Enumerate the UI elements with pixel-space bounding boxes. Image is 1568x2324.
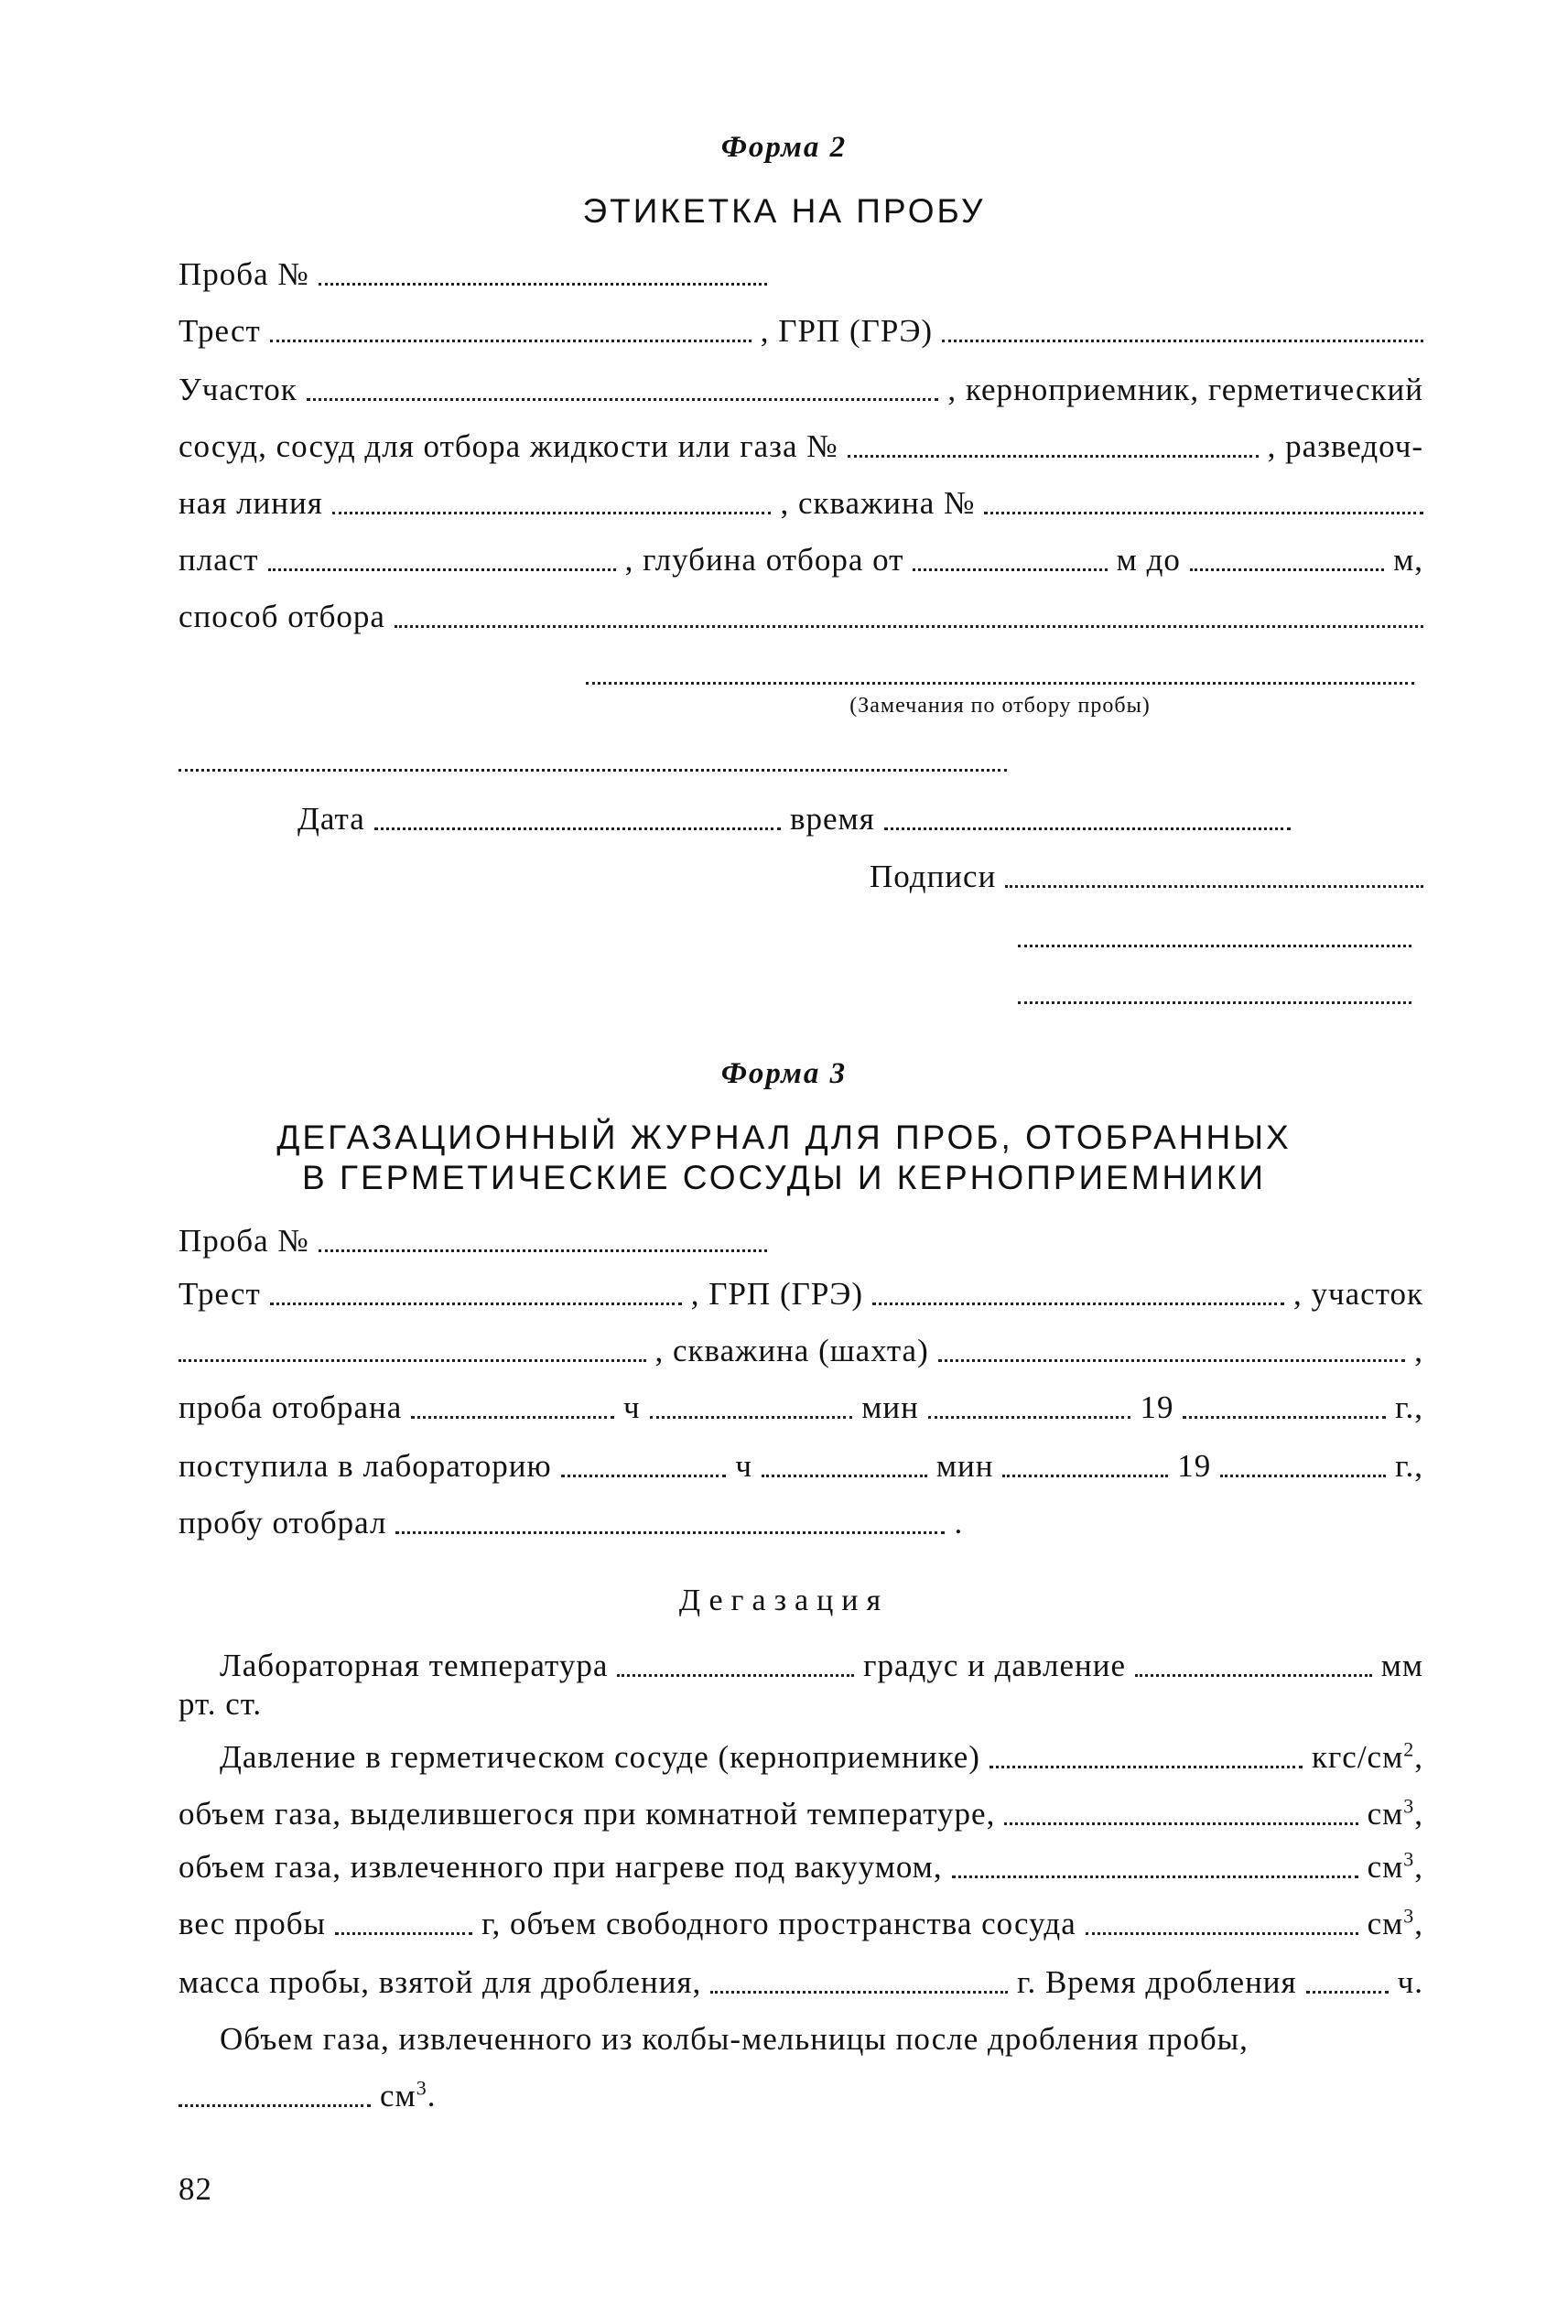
form2-label: Форма 2 <box>720 131 848 164</box>
free-space-label: г, объем свободного пространства сосуда <box>481 1906 1076 1941</box>
cm3-unit: $см^3$, <box>1367 1794 1423 1832</box>
core-receiver-label: , керноприемник, герметический <box>947 372 1423 407</box>
sample-weight-label: вес пробы <box>178 1906 327 1941</box>
crushing-row <box>178 1964 1423 2001</box>
year-g-label: г., <box>1395 1448 1423 1484</box>
grp-label: , ГРП (ГРЭ) <box>760 313 934 349</box>
vessel-label: сосуд, сосуд для отбора жидкости или газа № <box>178 428 838 464</box>
form3-received-row <box>178 1448 1423 1485</box>
well-shaft-field[interactable] <box>938 1358 1406 1362</box>
cm3-unit: $см^3$, <box>1367 1904 1423 1941</box>
vessel-pressure-field[interactable] <box>989 1765 1303 1768</box>
gas-mill-label: Объем газа, извлеченного из колбы-мельницы после дробления пробы, <box>220 2021 1249 2057</box>
sample-weight-row <box>178 1906 1423 1942</box>
gas-vacuum-row <box>178 1849 1423 1886</box>
cm3-unit: $см^3$, <box>1367 1847 1423 1885</box>
received-lab-label: поступила в лабораторию <box>178 1448 552 1484</box>
sample-no-label: Проба № <box>178 256 309 292</box>
extra-remarks-field[interactable] <box>178 769 1007 772</box>
lab-temp-label: Лабораторная температура <box>220 1648 609 1683</box>
received-hour-field[interactable] <box>561 1474 727 1477</box>
form2-trust-row <box>178 313 1423 350</box>
hour-label: ч <box>622 1389 641 1425</box>
form2-sample-no-row <box>178 256 1423 293</box>
remarks-field[interactable] <box>586 682 1414 685</box>
sample-no-label: Проба № <box>178 1223 309 1259</box>
form2-layer-row <box>178 542 1423 578</box>
vessel-no-field[interactable] <box>848 454 1259 458</box>
received-day-field[interactable] <box>1002 1474 1168 1477</box>
time-crushing-field[interactable] <box>1306 1990 1389 1994</box>
hg-label: рт. ст. <box>178 1686 263 1722</box>
date-field[interactable] <box>374 827 781 830</box>
received-min-field[interactable] <box>762 1474 927 1477</box>
taken-by-end: . <box>954 1505 964 1540</box>
time-field[interactable] <box>884 827 1291 830</box>
form3-well-row <box>178 1333 1423 1369</box>
kgs-unit: кгс/$см^2$, <box>1311 1737 1423 1775</box>
time-crushing-label: г. Время дробления <box>1017 1964 1297 2000</box>
vessel-pressure-row <box>220 1739 1423 1776</box>
h-end-label: ч. <box>1397 1964 1423 2000</box>
gas-mill-field[interactable] <box>178 2103 371 2107</box>
gas-room-temp-label: объем газа, выделившегося при комнатной температуре, <box>178 1796 996 1832</box>
taken-hour-field[interactable] <box>411 1415 614 1419</box>
form3-trust-row <box>178 1276 1423 1313</box>
remarks-caption: (Замечания по отбору пробы) <box>849 694 1151 718</box>
m-end-label: м, <box>1393 542 1423 578</box>
grp-field[interactable] <box>872 1302 1284 1305</box>
layer-field[interactable] <box>268 567 616 571</box>
year19-label: 19 <box>1177 1448 1212 1484</box>
form2-line-row <box>178 485 1423 522</box>
form3-taken-by-row <box>178 1505 1423 1541</box>
well-no-field[interactable] <box>984 511 1423 514</box>
well-no-label: , скважина № <box>780 485 976 521</box>
min-label: мин <box>861 1389 919 1425</box>
sample-weight-field[interactable] <box>335 1931 472 1935</box>
time-label: время <box>789 801 875 837</box>
gas-mill-value-row <box>178 2078 1423 2114</box>
form3-title-line2: В ГЕРМЕТИЧЕСКИЕ СОСУДЫ И КЕРНОПРИЕМНИКИ <box>301 1159 1267 1196</box>
lab-temp-field[interactable] <box>617 1673 854 1677</box>
hour-label: ч <box>735 1448 753 1484</box>
method-field[interactable] <box>395 624 1423 628</box>
received-year-field[interactable] <box>1220 1474 1386 1477</box>
gas-room-temp-field[interactable] <box>1004 1821 1357 1825</box>
form2-title: ЭТИКЕТКА НА ПРОБУ <box>582 192 986 230</box>
method-label: способ отбора <box>178 599 385 634</box>
degree-pressure-label: градус и давление <box>863 1648 1126 1683</box>
gas-mill-row <box>220 2021 1423 2058</box>
form3-sample-no-row <box>178 1223 1423 1259</box>
trust-field[interactable] <box>270 1302 682 1305</box>
taken-min-field[interactable] <box>650 1415 853 1419</box>
taken-year-field[interactable] <box>1183 1415 1386 1419</box>
section-label: Участок <box>178 372 297 407</box>
well-end: , <box>1414 1333 1423 1368</box>
exploration-label: , разведоч- <box>1267 428 1423 464</box>
gas-vacuum-field[interactable] <box>952 1875 1358 1878</box>
line-field[interactable] <box>332 511 772 514</box>
year19-label: 19 <box>1140 1389 1174 1425</box>
trust-field[interactable] <box>270 339 752 342</box>
signature-field-1[interactable] <box>1005 884 1423 888</box>
hg-row <box>178 1686 1423 1723</box>
depth-from-label: , глубина отбора от <box>624 542 904 578</box>
taken-day-field[interactable] <box>928 1415 1131 1419</box>
form2-date-row <box>297 801 1291 838</box>
grp-field[interactable] <box>942 339 1423 342</box>
form2-signatures-row <box>870 859 1423 895</box>
gas-vacuum-label: объем газа, извлеченного при нагреве под вакуумом, <box>178 1849 943 1885</box>
section-field[interactable] <box>178 1358 646 1362</box>
cm3-unit: $см^3$. <box>380 2076 437 2113</box>
pressure-field[interactable] <box>1135 1673 1372 1677</box>
section-label: , участок <box>1292 1276 1423 1312</box>
form2-method-row <box>178 599 1423 635</box>
free-space-field[interactable] <box>1086 1931 1358 1935</box>
trust-label: Трест <box>178 313 261 349</box>
form3-label: Форма 3 <box>720 1057 848 1090</box>
signature-field-2[interactable] <box>1018 945 1411 947</box>
trust-label: Трест <box>178 1276 261 1312</box>
form2-section-row <box>178 372 1423 408</box>
depth-from-field[interactable] <box>913 567 1107 571</box>
taken-by-field[interactable] <box>395 1530 945 1534</box>
section-field[interactable] <box>307 397 939 401</box>
date-label: Дата <box>297 801 365 837</box>
depth-to-field[interactable] <box>1190 567 1384 571</box>
sample-no-field[interactable] <box>319 1248 767 1252</box>
taken-by-label: пробу отобрал <box>178 1505 387 1540</box>
lab-temp-row <box>220 1648 1423 1684</box>
signatures-label: Подписи <box>870 859 997 894</box>
degas-heading: Дегазация <box>678 1584 890 1617</box>
m-to-label: м до <box>1116 542 1181 578</box>
mass-crushing-field[interactable] <box>710 1990 1008 1994</box>
mass-crushing-label: масса пробы, взятой для дробления, <box>178 1964 702 2000</box>
sample-taken-label: проба отобрана <box>178 1389 403 1425</box>
page-number-row <box>178 2171 1423 2208</box>
sample-no-field[interactable] <box>319 282 767 286</box>
well-shaft-label: , скважина (шахта) <box>654 1333 929 1368</box>
year-g-label: г., <box>1395 1389 1424 1425</box>
grp-label: , ГРП (ГРЭ) <box>690 1276 864 1312</box>
form2-vessel-row <box>178 428 1423 465</box>
layer-label: пласт <box>178 542 259 578</box>
min-label: мин <box>935 1448 994 1484</box>
line-label: ная линия <box>178 485 323 521</box>
form3-taken-row <box>178 1389 1423 1426</box>
signature-field-3[interactable] <box>1018 1001 1411 1004</box>
form3-title-line1: ДЕГАЗАЦИОННЫЙ ЖУРНАЛ ДЛЯ ПРОБ, ОТОБРАННЫХ <box>276 1119 1292 1156</box>
page-number: 82 <box>178 2171 212 2207</box>
gas-room-temp-row <box>178 1796 1423 1832</box>
vessel-pressure-label: Давление в герметическом сосуде (керноприемнике) <box>220 1739 980 1775</box>
mm-label: мм <box>1380 1648 1424 1683</box>
